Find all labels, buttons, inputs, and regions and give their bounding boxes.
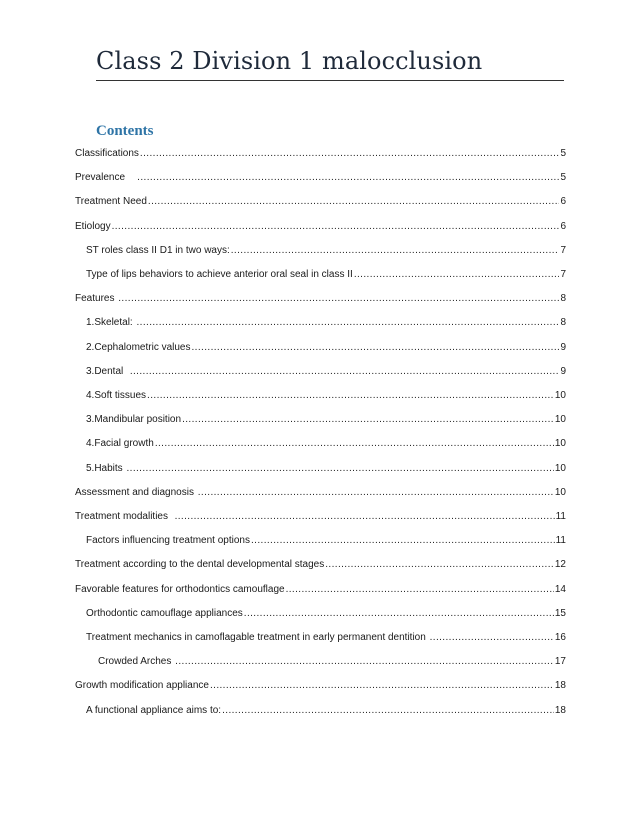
toc-dot-leader [126,460,553,478]
toc-dot-leader [137,169,559,187]
toc-entry-page-number: 18 [554,680,566,692]
toc-entry-label: Prevalence [75,172,137,184]
toc-entry-label: 4.Facial growth [86,438,154,450]
toc-entry-page-number: 18 [554,704,566,716]
toc-entry-page-number: 14 [554,583,566,595]
toc-entry[interactable] [98,653,566,671]
toc-entry[interactable] [86,460,566,478]
toc-entry-page-number: 11 [555,511,566,522]
toc-entry-label: Etiology [75,220,111,232]
toc-dot-leader [148,193,560,211]
toc-entry-page-number: 11 [555,535,566,547]
toc-entry-page-number: 17 [554,656,566,668]
toc-dot-leader [130,363,560,381]
toc-entry-label: Favorable features for orthodontics camouflage [75,583,285,595]
toc-entry[interactable] [75,290,566,308]
contents-heading: Contents [96,123,154,139]
toc-entry[interactable] [75,677,566,695]
toc-entry[interactable] [86,605,566,623]
toc-entry-label: 3.Mandibular position [86,414,182,426]
toc-dot-leader [175,653,554,671]
toc-entry-page-number: 16 [554,632,566,643]
toc-entry-page-number: 9 [560,341,566,353]
toc-entry[interactable] [75,145,566,163]
toc-entry[interactable] [86,266,566,284]
toc-dot-leader [112,218,560,236]
toc-entry-page-number: 6 [560,196,566,208]
toc-entry[interactable] [86,363,566,381]
toc-dot-leader [198,484,554,502]
toc-dot-leader [182,411,554,429]
toc-entry-label: Type of lips behaviors to achieve anterior oral seal in class II [86,269,353,280]
toc-entry[interactable] [75,169,566,187]
toc-dot-leader [155,435,554,453]
toc-dot-leader [325,556,554,574]
toc-entry[interactable] [86,314,566,332]
toc-entry-page-number: 15 [554,607,566,619]
toc-entry-page-number: 8 [560,293,566,305]
toc-entry-page-number: 10 [554,390,566,401]
toc-entry[interactable] [75,556,566,574]
toc-dot-leader [210,677,554,695]
toc-entry[interactable] [86,435,566,453]
toc-dot-leader [118,290,559,308]
toc-entry-label: Assessment and diagnosis [75,486,197,498]
toc-entry-label: Factors influencing treatment options [86,535,250,547]
toc-entry[interactable] [86,242,566,260]
toc-entry-label: Growth modification appliance [75,680,209,692]
toc-entry-label: A functional appliance aims to: [86,704,222,716]
toc-entry-label: Features [75,293,118,305]
toc-entry-label: Treatment modalities [75,511,174,522]
toc-dot-leader [286,581,554,599]
toc-dot-leader [251,532,555,550]
toc-entry-label: 5.Habits [86,462,126,474]
toc-entry-page-number: 5 [560,172,566,184]
toc-entry-page-number: 7 [560,269,566,280]
toc-entry-label: 3.Dental [86,365,129,377]
toc-entry-page-number: 5 [560,148,566,159]
toc-entry-page-number: 9 [560,365,566,377]
toc-entry-page-number: 10 [554,462,566,474]
toc-entry-label: 2.Cephalometric values [86,341,191,353]
toc-entry-page-number: 7 [560,244,566,256]
toc-entry-label: Treatment Need [75,196,147,208]
toc-dot-leader [430,629,554,647]
toc-entry[interactable] [75,484,566,502]
toc-dot-leader [231,242,560,260]
toc-entry[interactable] [86,702,566,720]
toc-dot-leader [140,145,560,163]
toc-entry[interactable] [86,387,566,405]
toc-entry-label: Treatment according to the dental developmental stages [75,559,325,571]
toc-entry-label: ST roles class II D1 in two ways: [86,244,230,256]
toc-entry-label: 4.Soft tissues [86,390,147,401]
toc-entry[interactable] [75,193,566,211]
toc-entry[interactable] [86,339,566,357]
toc-dot-leader [147,387,554,405]
toc-entry[interactable] [86,411,566,429]
document-title: Class 2 Division 1 malocclusion [96,47,483,75]
toc-dot-leader [175,508,555,526]
toc-entry-label: Crowded Arches [98,656,175,668]
toc-entry-label: Classifications [75,148,139,159]
toc-dot-leader [136,314,559,332]
toc-entry[interactable] [86,532,566,550]
toc-entry[interactable] [75,218,566,236]
toc-entry-label: 1.Skeletal: [86,317,136,329]
toc-dot-leader [354,266,560,284]
toc-entry-label: Orthodontic camouflage appliances [86,607,243,619]
toc-entry-page-number: 12 [554,559,566,571]
toc-dot-leader [222,702,554,720]
toc-entry-page-number: 10 [554,486,566,498]
toc-entry[interactable] [75,508,566,526]
toc-entry-page-number: 10 [554,438,566,450]
toc-entry-label: Treatment mechanics in camoflagable treatment in early permanent dentition [86,632,429,643]
toc-entry-page-number: 10 [554,414,566,426]
toc-entry-page-number: 6 [560,220,566,232]
toc-entry[interactable] [86,629,566,647]
toc-dot-leader [244,605,554,623]
toc-entry[interactable] [75,581,566,599]
toc-dot-leader [192,339,560,357]
toc-entry-page-number: 8 [560,317,566,329]
